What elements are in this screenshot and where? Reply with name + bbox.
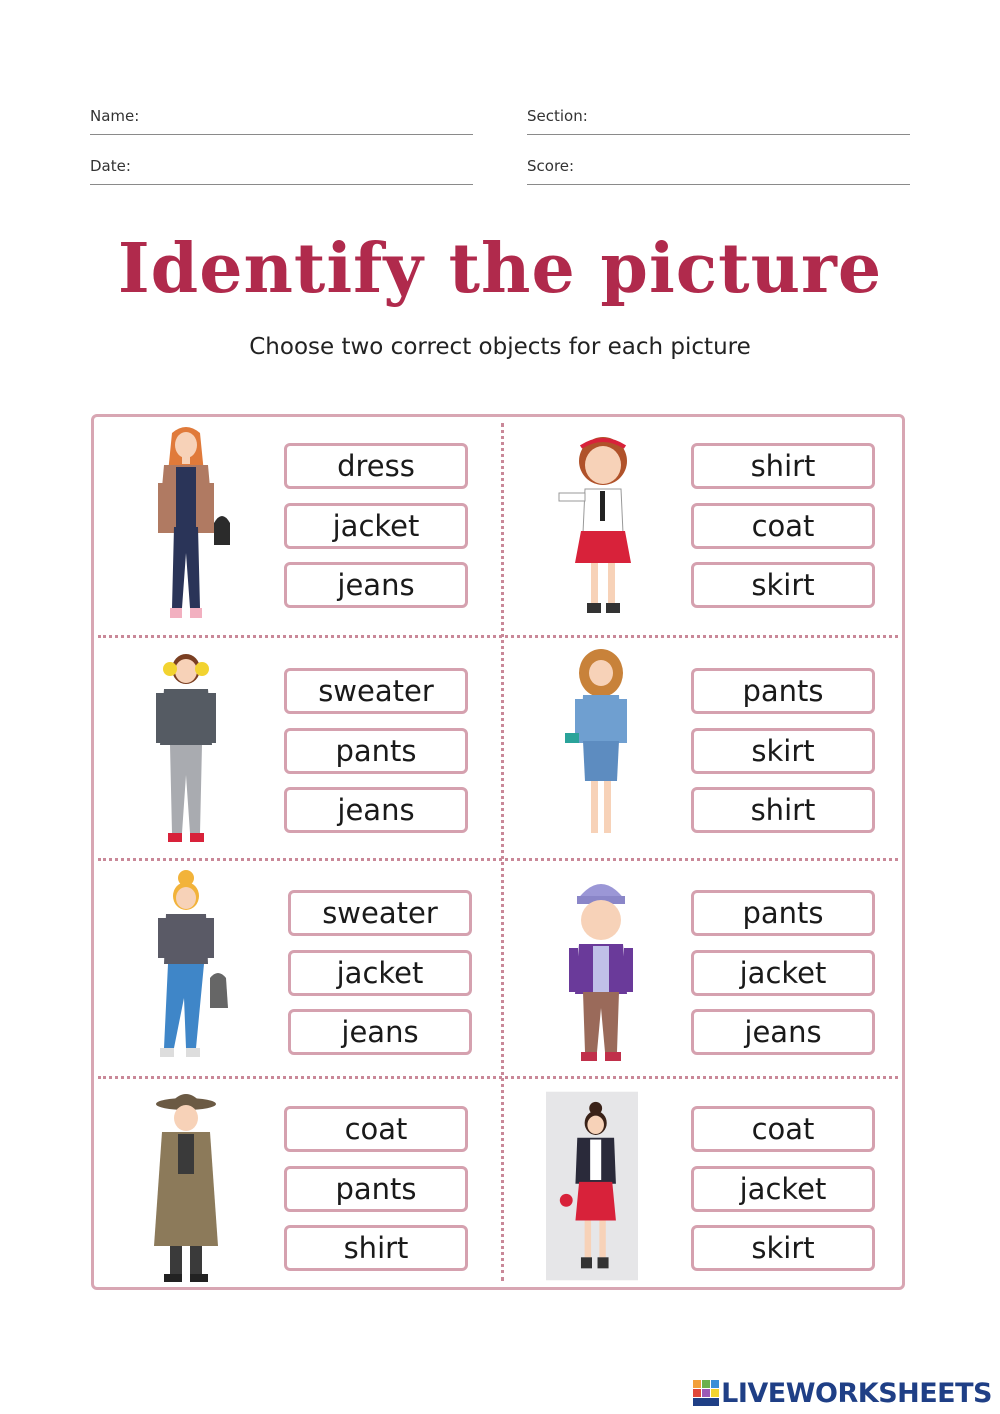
page-subtitle: Choose two correct objects for each picture [249, 334, 751, 360]
exercise-cell-4 [501, 639, 906, 857]
exercise-cell-7 [94, 1080, 499, 1298]
option-jeans[interactable]: jeans [288, 1009, 472, 1055]
girl-sweater-pants-illustration [134, 645, 234, 850]
score-field[interactable] [527, 157, 910, 185]
option-jeans[interactable]: jeans [284, 562, 468, 608]
liveworksheets-logo-text: LIVEWORKSHEETS [721, 1377, 992, 1409]
date-field[interactable] [90, 157, 473, 185]
exercise-cell-1 [94, 417, 499, 635]
date-label: Date: [90, 157, 131, 175]
option-coat[interactable]: coat [691, 503, 875, 549]
girl-sweater-jeans-illustration [134, 868, 234, 1073]
option-coat[interactable]: coat [691, 1106, 875, 1152]
section-label: Section: [527, 107, 588, 125]
liveworksheets-logo-icon [693, 1380, 719, 1406]
option-sweater[interactable]: sweater [288, 890, 472, 936]
option-pants[interactable]: pants [691, 890, 875, 936]
option-jacket[interactable]: jacket [691, 950, 875, 996]
name-label: Name: [90, 107, 140, 125]
option-jacket[interactable]: jacket [288, 950, 472, 996]
exercise-cell-3 [94, 639, 499, 857]
exercise-cell-8 [501, 1080, 906, 1298]
option-skirt[interactable]: skirt [691, 1225, 875, 1271]
option-jacket[interactable]: jacket [284, 503, 468, 549]
page-title: Identify the picture [117, 229, 883, 309]
liveworksheets-logo [693, 1378, 992, 1408]
option-skirt[interactable]: skirt [691, 728, 875, 774]
option-jeans[interactable]: jeans [691, 1009, 875, 1055]
boy-jacket-pants-illustration [551, 868, 651, 1073]
option-pants[interactable]: pants [284, 1166, 468, 1212]
girl-jacket-jeans-illustration [134, 423, 234, 628]
name-field[interactable] [90, 107, 473, 135]
option-shirt[interactable]: shirt [284, 1225, 468, 1271]
girl-jacket-skirt-illustration [546, 1086, 638, 1286]
option-dress[interactable]: dress [284, 443, 468, 489]
option-jacket[interactable]: jacket [691, 1166, 875, 1212]
option-coat[interactable]: coat [284, 1106, 468, 1152]
row-divider [98, 858, 898, 861]
option-shirt[interactable]: shirt [691, 443, 875, 489]
exercise-grid [91, 414, 905, 1290]
girl-denim-shirt-skirt-illustration [551, 645, 651, 850]
section-field[interactable] [527, 107, 910, 135]
option-pants[interactable]: pants [691, 668, 875, 714]
option-jeans[interactable]: jeans [284, 787, 468, 833]
exercise-cell-5 [94, 862, 499, 1080]
option-pants[interactable]: pants [284, 728, 468, 774]
score-label: Score: [527, 157, 575, 175]
girl-shirt-skirt-illustration [551, 423, 651, 628]
man-trench-coat-illustration [134, 1086, 234, 1291]
exercise-cell-2 [501, 417, 906, 635]
row-divider [98, 635, 898, 638]
option-sweater[interactable]: sweater [284, 668, 468, 714]
option-skirt[interactable]: skirt [691, 562, 875, 608]
exercise-cell-6 [501, 862, 906, 1080]
option-shirt[interactable]: shirt [691, 787, 875, 833]
